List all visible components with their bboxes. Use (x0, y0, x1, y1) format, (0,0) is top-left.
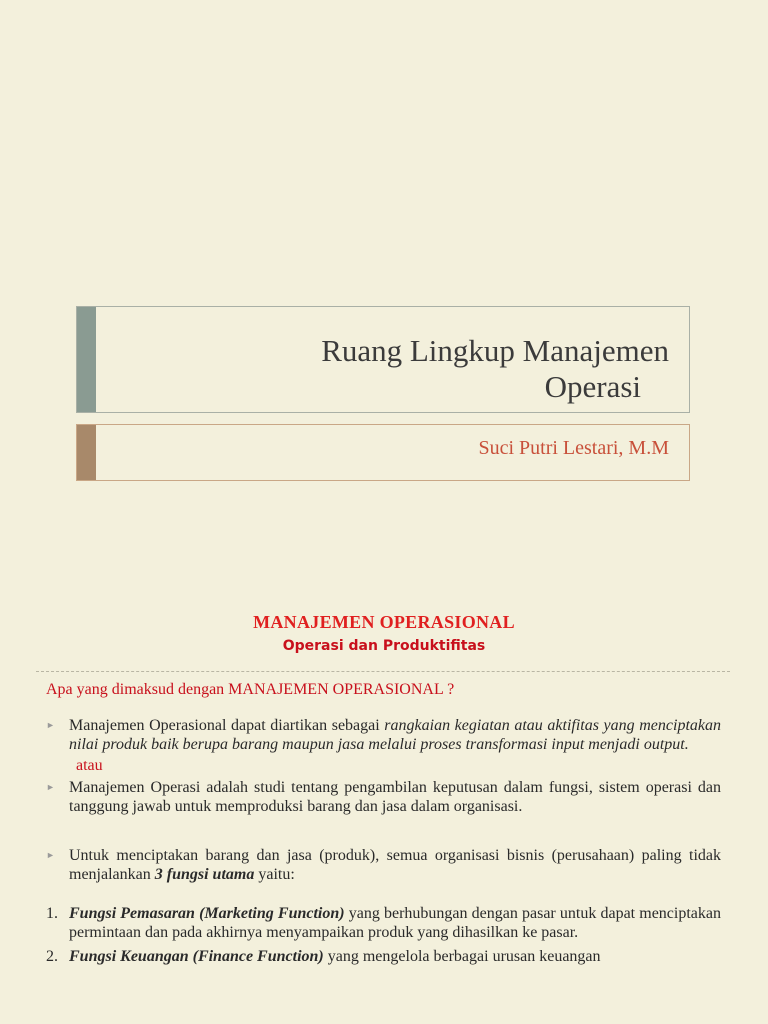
title-accent-bar (77, 307, 96, 412)
title-box (76, 306, 690, 413)
slide-title (149, 333, 669, 405)
bullet1-italic: rangkaian kegiatan atau aktifitas yang menciptakan nilai produk baik berupa barang maupun jasa melalui proses transformasi input menjadi output. (69, 717, 721, 753)
item1-text: yang berhubungan dengan pasar untuk dapat menciptakan permintaan dan pada akhirnya menyampaikan produk yang dihasilkan ke pasar. (69, 905, 721, 941)
bullet2-text: Manajemen Operasi adalah studi tentang pengambilan keputusan dalam fungsi, sistem operasi dan tanggung jawab untuk memproduksi barang dan jasa dalam organisasi. (69, 779, 721, 815)
or-text: atau (76, 757, 103, 774)
bullet3-end: yaitu: (254, 866, 295, 883)
item2-bold: Fungsi Keuangan (Finance Function) (69, 948, 324, 965)
item2-text: yang mengelola berbagai urusan keuangan (323, 948, 601, 965)
triangle-bullet-icon: ► (46, 720, 55, 730)
list-item (46, 846, 721, 884)
list-item (46, 778, 721, 816)
slide-title-line1: Ruang Lingkup Manajemen (321, 333, 669, 368)
item-number: 1. (46, 905, 58, 922)
document-body (46, 716, 721, 966)
document-subheading: Operasi dan Produktifitas (282, 638, 486, 654)
divider (36, 671, 730, 672)
numbered-item (46, 904, 721, 942)
bullet3-text: Untuk menciptakan barang dan jasa (produk), semua organisasi bisnis (perusahaan) paling tidak menjalankan (69, 847, 721, 883)
numbered-item (46, 947, 721, 966)
document-heading: MANAJEMEN OPERASIONAL (253, 612, 515, 632)
bullet1-text: Manajemen Operasional dapat diartikan sebagai (69, 717, 385, 734)
triangle-bullet-icon: ► (46, 782, 55, 792)
item-number: 2. (46, 948, 58, 965)
subtitle-accent-bar (77, 425, 96, 480)
item1-bold: Fungsi Pemasaran (Marketing Function) (69, 905, 345, 922)
list-item (46, 716, 721, 754)
triangle-bullet-icon: ► (46, 850, 55, 860)
bullet3-bold: 3 fungsi utama (154, 866, 255, 883)
subtitle-box (76, 424, 690, 481)
question-text: Apa yang dimaksud dengan MANAJEMEN OPERASIONAL ? (46, 681, 455, 698)
slide-title-line2: Operasi (544, 369, 641, 404)
author-name: Suci Putri Lestari, M.M (478, 437, 669, 459)
